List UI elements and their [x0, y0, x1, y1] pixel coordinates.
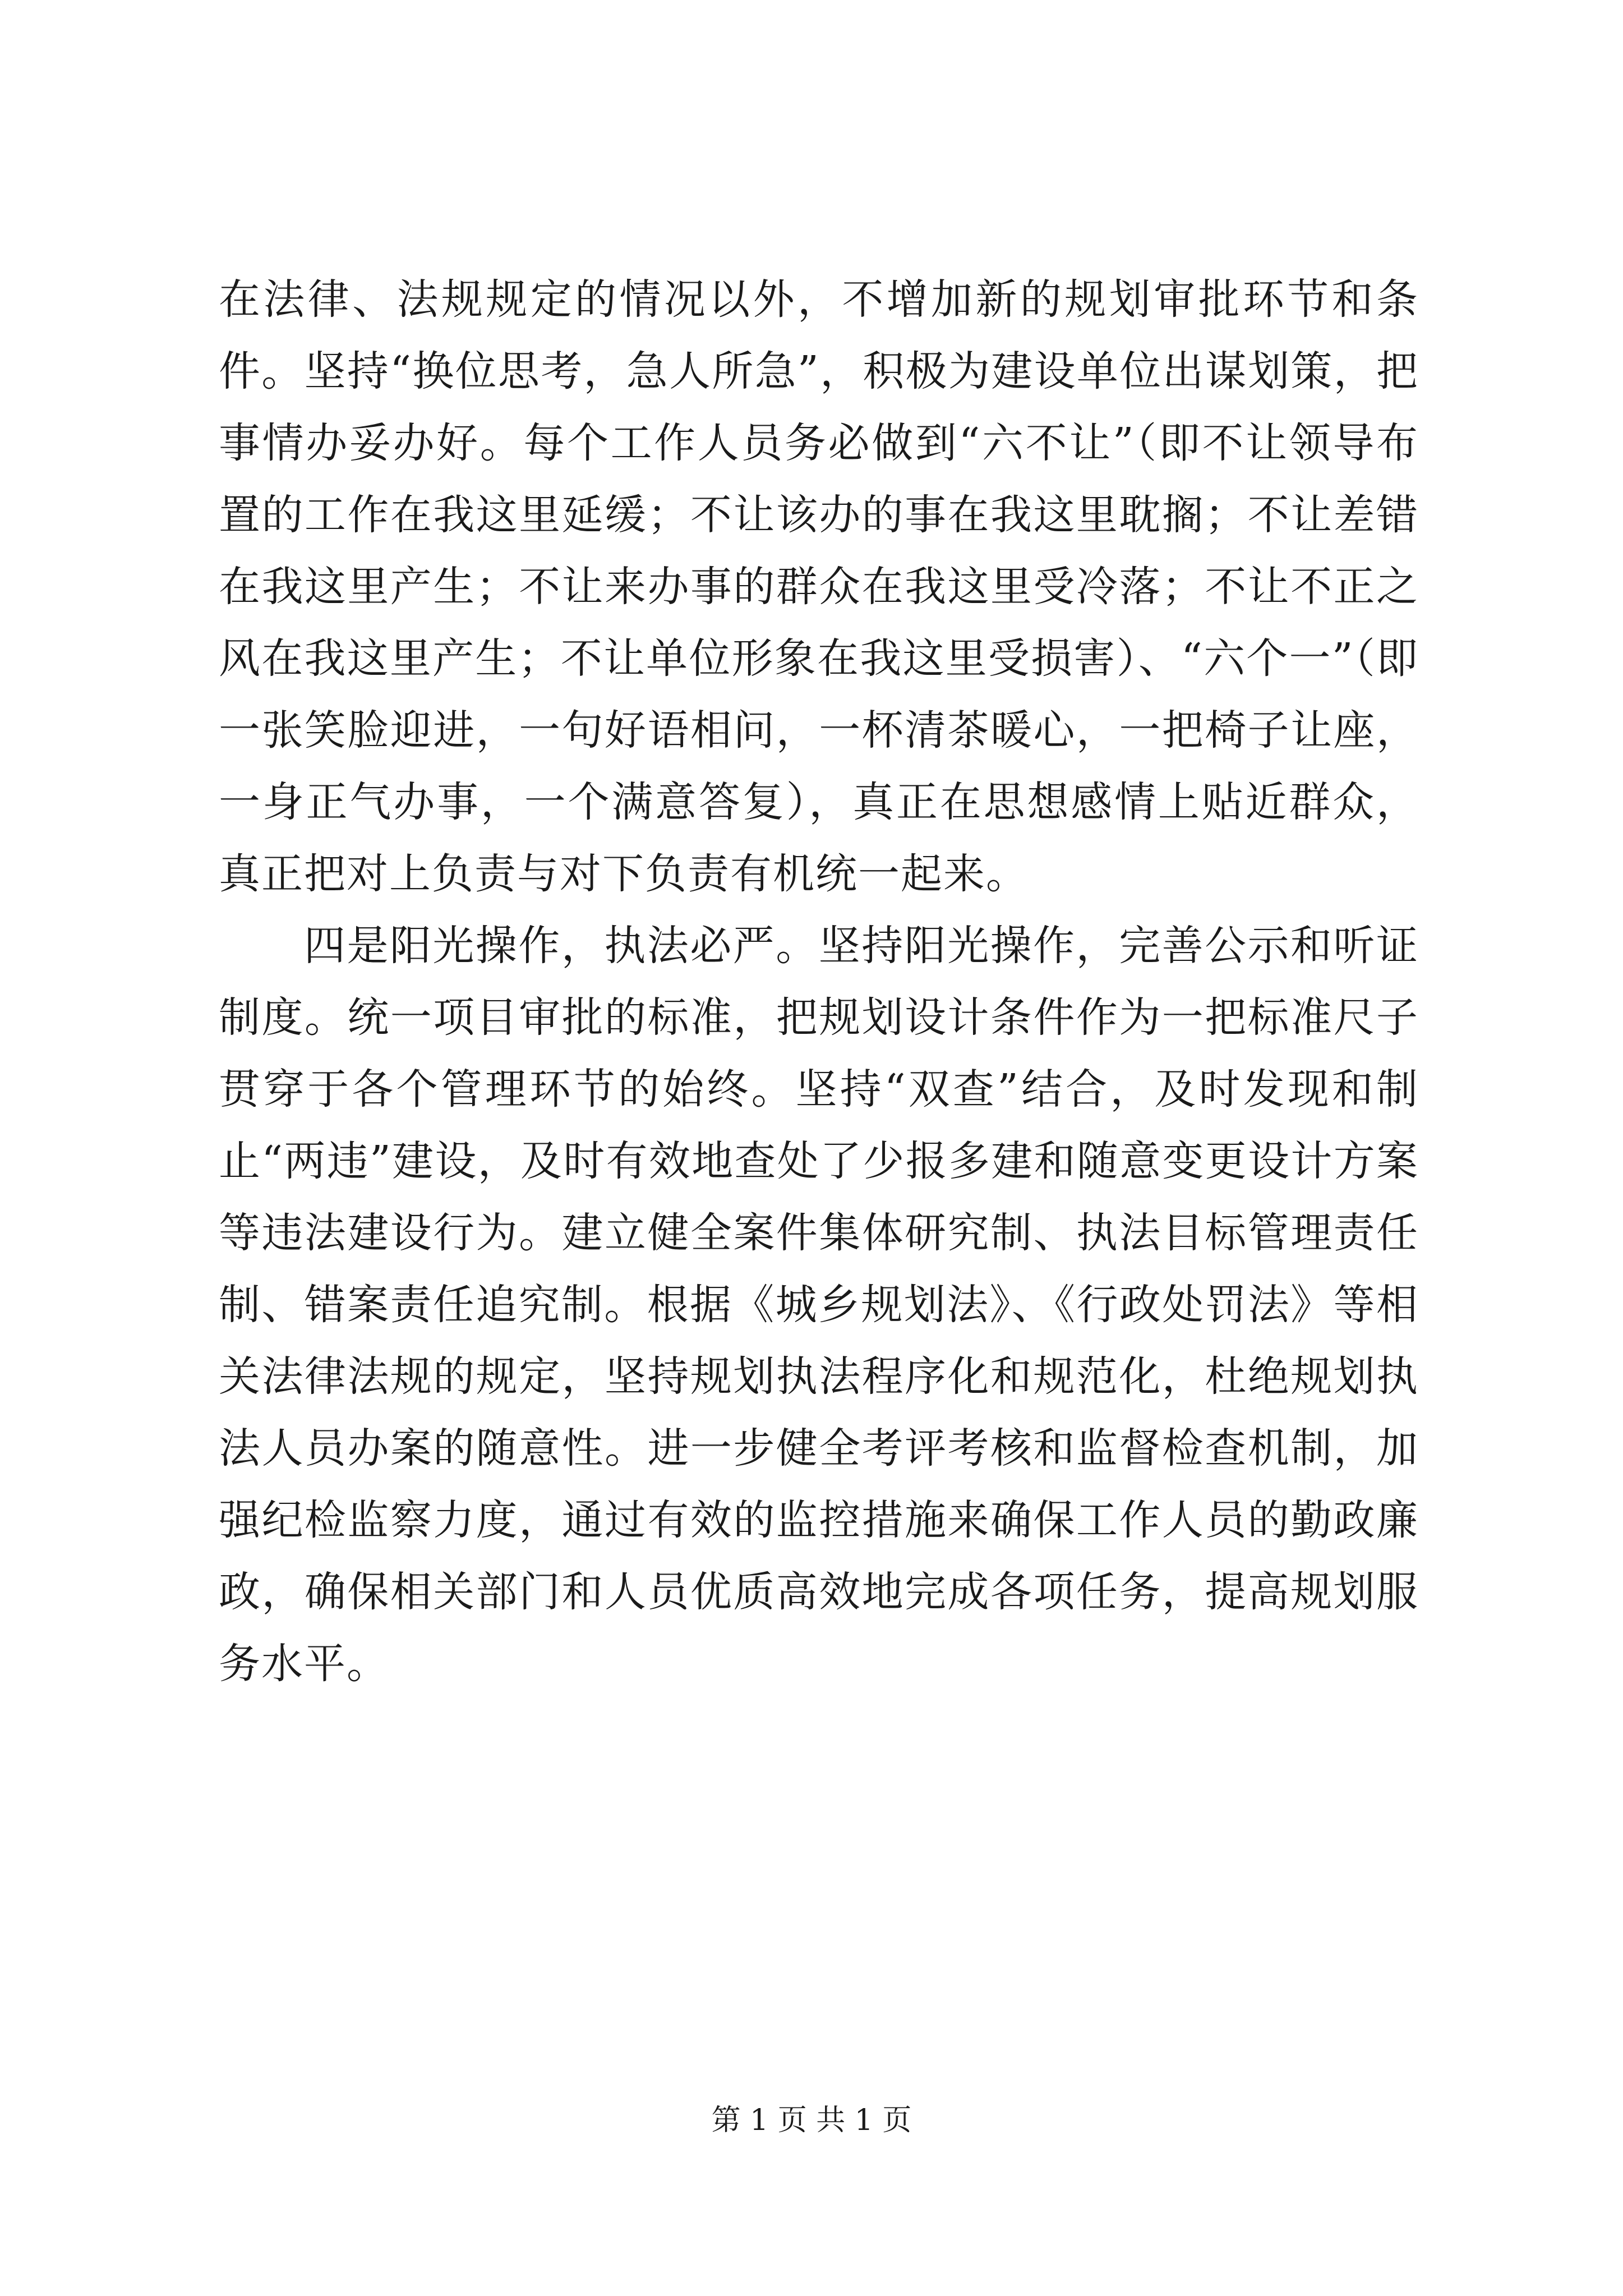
page-number-label: 第 1 页 共 1 页 — [711, 2104, 912, 2137]
body-paragraph-continued: 在法律、法规规定的情况以外，不增加新的规划审批环节和条件。坚持“换位思考，急人所急”，积极为建设单位出谋划策，把事情办妥办好。每个工作人员务必做到“六不让”（即不让领导布置的工作在我这里延缓；不让该办的事在我这里耽搁；不让差错在我这里产生；不让来办事的群众在我这里受冷落；不让不正之风在我这里产生；不让单位形象在我这里受损害）、“六个一”（即一张笑脸迎进，一句好语相问，一杯清茶暖心，一把椅子让座，一身正气办事，一个满意答复），真正在思想感情上贴近群众，真正把对上负责与对下负责有机统一起来。 — [219, 275, 1419, 898]
page-footer — [0, 2101, 1623, 2140]
body-paragraph-section-four: 四是阳光操作，执法必严。坚持阳光操作，完善公示和听证制度。统一项目审批的标准，把规划设计条件作为一把标准尺子贯穿于各个管理环节的始终。坚持“双查”结合，及时发现和制止“两违”建设，及时有效地查处了少报多建和随意变更设计方案等违法建设行为。建立健全案件集体研究制、执法目标管理责任制、错案责任追究制。根据《城乡规划法》、《行政处罚法》等相关法律法规的规定，坚持规划执法程序化和规范化，杜绝规划执法人员办案的随意性。进一步健全考评考核和监督检查机制，加强纪检监察力度，通过有效的监控措施来确保工作人员的勤政廉政，确保相关部门和人员优质高效地完成各项任务，提高规划服务水平。 — [219, 922, 1419, 1688]
document-body — [219, 264, 1419, 1700]
